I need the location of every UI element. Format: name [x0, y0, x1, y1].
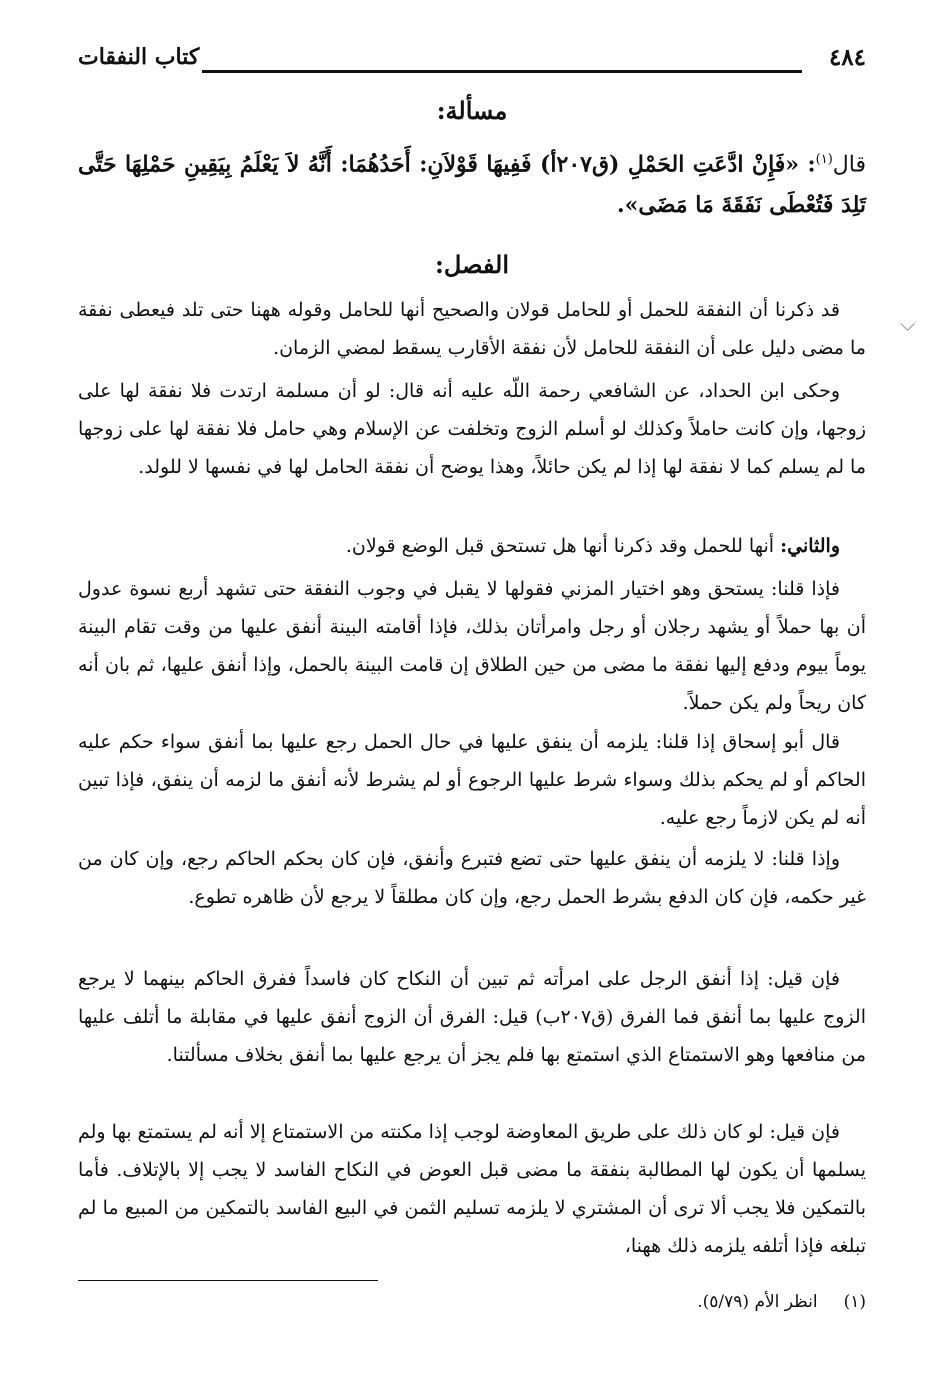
- paragraph-text: وحكى ابن الحداد، عن الشافعي رحمة اللّه عليه أنه قال: لو أن مسلمة ارتدت فلا نفقة لها على زوجها، وإن كانت حاملاً وكذلك لو أسلم الزوج وتخلفت عن الإسلام وهي حامل فلا نفقة لها على زوجها ما لم يسلم كما لا نفقة لها إذا لم يكن حائلاً، وهذا يوضح أن نفقة الحامل لها في نفسها لا للولد.: [78, 380, 866, 478]
- paragraph: [78, 570, 866, 722]
- paragraph: [78, 1113, 866, 1265]
- footnote-ref: (١): [815, 152, 833, 167]
- paragraph-text: قال أبو إسحاق إذا قلنا: يلزمه أن ينفق عليها في حال الحمل رجع عليها بما أنفق سواء حكم عليه الحاكم أو لم يحكم بذلك وسواء شرط عليها الرجوع أو لم يشرط لأنه أنفق ما لزمه أن ينفق، فإذا تبين أنه لم يكن لازماً رجع عليه.: [78, 731, 866, 829]
- footnote-text: انظر الأم (٥/٧٩).: [697, 1292, 818, 1312]
- book-page: [78, 0, 866, 1376]
- paragraph-text: قد ذكرنا أن النفقة للحمل أو للحامل قولان والصحيح أنها للحامل وقوله ههنا حتى تلد فيعطى نفقة ما مضى دليل على أن النفقة للحامل لأن نفقة الأقارب يسقط لمضي الزمان.: [78, 299, 866, 359]
- paragraph: [78, 372, 866, 486]
- matn-body: : «فَإِنْ ادَّعَتِ الحَمْلِ (ق٢٠٧أ) فَفِيهَا قَوْلاَنِ: أَحَدُهُمَا: أَنَّهُ لاَ يَعْلَمُ بِيَقِينِ حَمْلِهَا حَتَّى تَلِدَ فَتُعْطَى نَفَقَةَ مَا مَضَى».: [78, 151, 866, 219]
- paragraph: [78, 527, 866, 565]
- paragraph-lead: والثاني:: [780, 535, 840, 557]
- page-header: [78, 44, 866, 78]
- paragraph: [78, 960, 866, 1074]
- header-rule: [202, 70, 802, 73]
- paragraph-text: فإن قيل: لو كان ذلك على طريق المعاوضة لوجب إذا مكنته من الاستمتاع إلا أنه لم يستمتع بها ولم يسلمها أن يكون لها المطالبة بنفقة ما مضى قبل العوض في النكاح الفاسد لا يجب إلا بالإتلاف. فأما بالتمكين فلا يجب ألا ترى أن المشتري لا يلزمه تسليم الثمن في البيع الفاسد بالتمكين من المبيع ما لم تبلغه فإذا أتلفه يلزمه ذلك ههنا،: [78, 1121, 866, 1257]
- section-heading-fasl: الفصل:: [435, 250, 509, 279]
- footnote-rule: [78, 1280, 378, 1281]
- paragraph-text: فإن قيل: إذا أنفق الرجل على امرأته ثم تبين أن النكاح كان فاسداً ففرق الحاكم بينهما لا يرجع الزوج عليها بما أنفق فما الفرق (ق٢٠٧ب) قيل: الفرق أن الزوج أنفق عليها في مقابلة ما أتلف عليها من منافعها وهو الاستمتاع الذي استمتع بها فلم يجز أن يرجع عليها بما أنفق بخلاف مسألتنا.: [78, 968, 866, 1066]
- paragraph: [78, 723, 866, 837]
- book-title: كتاب النفقات: [78, 44, 200, 70]
- footnote-number: (١): [843, 1292, 866, 1312]
- paragraph-text: فإذا قلنا: يستحق وهو اختيار المزني فقولها لا يقبل في وجوب النفقة حتى تشهد أربع نسوة عدول أن بها حملاً أو يشهد رجلان أو رجل وامرأتان بذلك، فإذا أقامته البينة أنفق عليها من وقت تقام البينة يوماً بيوم ودفع إليها نفقة ما مضى من حين الطلاق إن قامت البينة بالحمل، وإذا أنفق عليها، ثم بان أنه كان ريحاً ولم يكن حملاً.: [78, 578, 866, 714]
- paragraph-text: أنها للحمل وقد ذكرنا أنها هل تستحق قبل الوضع قولان.: [345, 535, 781, 557]
- paragraph: [78, 291, 866, 367]
- footnote: [697, 1292, 866, 1312]
- matn-lead: قال: [832, 152, 866, 178]
- section-heading-masala: مسألة:: [436, 96, 508, 125]
- paragraph: [78, 840, 866, 916]
- margin-pencil-mark-icon: ⌵: [900, 312, 916, 336]
- matn-text: [78, 140, 866, 225]
- paragraph-text: وإذا قلنا: لا يلزمه أن ينفق عليها حتى تضع فتبرع وأنفق، فإن كان بحكم الحاكم رجع، وإن كان من غير حكمه، فإن كان الدفع بشرط الحمل رجع، وإن كان مطلقاً لا يرجع لأن ظاهره تطوع.: [78, 848, 866, 908]
- page-number: ٤٨٤: [828, 44, 866, 71]
